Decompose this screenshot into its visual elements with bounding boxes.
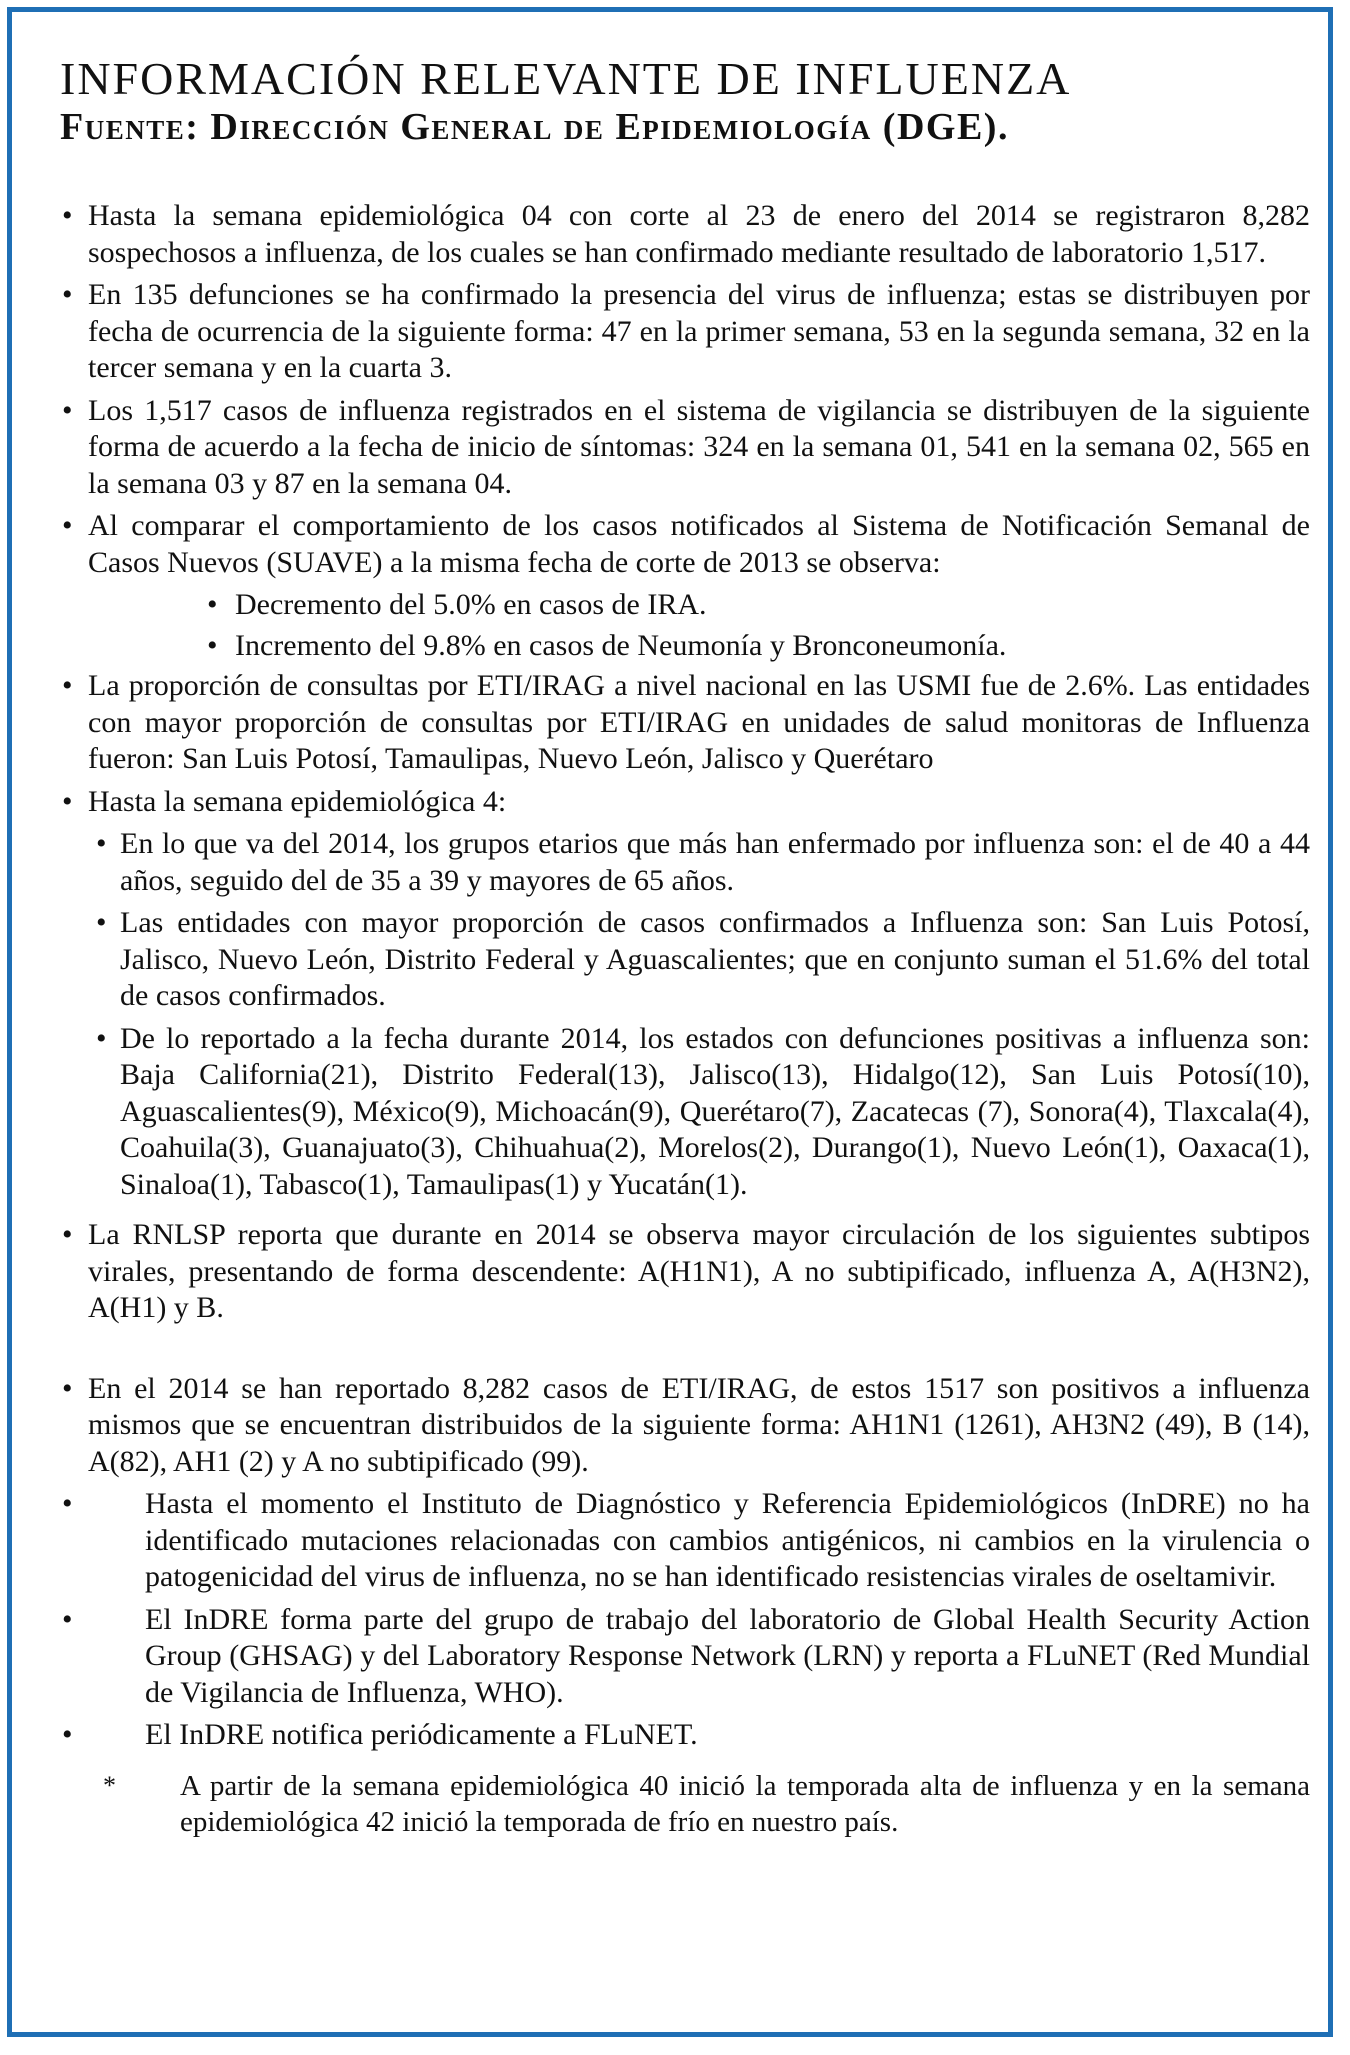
bullet-text: La proporción de consultas por ETI/IRAG a nivel nacional en las USMI fue de 2.6%. Las entidades con mayor proporción de consultas por ETI/IRAG en unidades de salud monitoras de Influenza fueron: San Luis Potosí, Tamaulipas, Nuevo León, Jalisco y Querétaro	[88, 669, 1310, 775]
asterisk-icon: *	[103, 1770, 116, 1800]
bullet-icon: •	[62, 1218, 73, 1251]
bullet-icon: •	[62, 784, 73, 818]
bullet-icon: •	[96, 1021, 107, 1055]
bullet-item	[60, 277, 1310, 387]
bullet-icon: •	[207, 628, 218, 662]
bullet-item	[60, 784, 1310, 821]
bullet-item	[60, 668, 1310, 778]
bullet-item	[60, 1486, 1310, 1596]
bullet-text: El InDRE notifica periódicamente a FLuNET.	[145, 1718, 698, 1751]
bullet-text: El InDRE forma parte del grupo de trabajo del laboratorio de Global Health Security Action Group (GHSAG) y del Laboratory Response Network (LRN) y reporta a FLuNET (Red Mundial de Vigilancia de Influenza, WHO).	[145, 1602, 1310, 1709]
bullet-icon: •	[62, 1602, 73, 1636]
spacer	[60, 1333, 1310, 1371]
bullet-text: Al comparar el comportamiento de los casos notificados al Sistema de Notificación Semanal de Casos Nuevos (SUAVE) a la misma fecha de corte de 2013 se observa:	[88, 509, 1310, 579]
bullet-text: De lo reportado a la fecha durante 2014, los estados con defunciones positivas a influenza son: Baja California(21), Distrito Federal(13), Jalisco(13), Hidalgo(12), San Luis Potosí(10), Aguascalientes(9), México(9), Michoacán(9), Querétaro(7), Zacatecas (7), Sonora(4), Tlaxcala(4), Coahuila(3), Guanajuato(3), Chihuahua(2), Morelos(2), Durango(1), Nuevo León(1), Oaxaca(1), Sinaloa(1), Tabasco(1), Tamaulipas(1) y Yucatán(1).	[120, 1021, 1310, 1201]
page-subtitle: Fuente: Dirección General de Epidemiología (DGE).	[60, 106, 1009, 148]
bullet-icon: •	[62, 1718, 73, 1751]
bullet-item	[60, 1717, 1310, 1754]
bullet-icon: •	[96, 906, 107, 939]
bullet-icon: •	[207, 588, 218, 621]
footnote	[60, 1768, 1310, 1841]
bullet-text: Incremento del 9.8% en casos de Neumonía y Bronconeumonía.	[235, 628, 1007, 662]
bullet-item	[60, 393, 1310, 503]
bullet-icon: •	[96, 827, 107, 860]
bullet-text: En 135 defunciones se ha confirmado la presencia del virus de influenza; estas se distribuyen por fecha de ocurrencia de la siguiente forma: 47 en la primer semana, 53 en la segunda semana, 32 en la tercer semana y en la cuarta 3.	[88, 278, 1310, 384]
bullet-icon: •	[62, 669, 73, 702]
bullet-icon: •	[62, 199, 73, 232]
bullet-icon: •	[62, 278, 73, 311]
bullet-item	[60, 1217, 1310, 1327]
sub-bullet-item	[60, 587, 1310, 624]
bullet-text: La RNLSP reporta que durante en 2014 se observa mayor circulación de los siguientes subtipos virales, presentando de forma descendente: A(H1N1), A no subtipificado, influenza A, A(H3N2), A(H1) y B.	[88, 1218, 1310, 1324]
bullet-text: Hasta el momento el Instituto de Diagnóstico y Referencia Epidemiológicos (InDRE) no ha identificado mutaciones relacionadas con cambios antigénicos, ni cambios en la virulencia o patogenicidad del virus de influenza, no se han identificado resistencias virales de oseltamivir.	[145, 1487, 1310, 1593]
bullet-icon: •	[62, 1371, 73, 1405]
sub-bullet-item	[60, 1021, 1310, 1204]
bullet-text: Hasta la semana epidemiológica 4:	[88, 784, 507, 818]
bullet-text: Los 1,517 casos de influenza registrados en el sistema de vigilancia se distribuyen de la siguiente forma de acuerdo a la fecha de inicio de síntomas: 324 en la semana 01, 541 en la semana 02, 565 en la semana 03 y 87 en la semana 04.	[88, 393, 1310, 500]
bullet-text: Las entidades con mayor proporción de casos confirmados a Influenza son: San Luis Potosí, Jalisco, Nuevo León, Distrito Federal y Aguascalientes; que en conjunto suman el 51.6% del total de casos confirmados.	[120, 906, 1310, 1012]
bullet-icon: •	[62, 393, 73, 427]
bullet-text: En lo que va del 2014, los grupos etarios que más han enfermado por influenza son: el de 40 a 44 años, seguido del de 35 a 39 y mayores de 65 años.	[120, 827, 1310, 897]
bullet-text: Hasta la semana epidemiológica 04 con corte al 23 de enero del 2014 se registraron 8,282 sospechosos a influenza, de los cuales se han confirmado mediante resultado de laboratorio 1,517.	[88, 199, 1310, 269]
sub-bullet-item	[60, 826, 1310, 899]
bullet-item	[60, 1602, 1310, 1712]
bullet-icon: •	[62, 1487, 73, 1520]
sub-bullet-item	[60, 905, 1310, 1015]
bullet-icon: •	[62, 509, 73, 542]
sub-bullet-item	[60, 628, 1310, 665]
bullet-text: En el 2014 se han reportado 8,282 casos de ETI/IRAG, de estos 1517 son positivos a influenza mismos que se encuentran distribuidos de la siguiente forma: AH1N1 (1261), AH3N2 (49), B (14), A(82), AH1 (2) y A no subtipificado (99).	[88, 1371, 1310, 1478]
footnote-text: A partir de la semana epidemiológica 40 inició la temporada alta de influenza y en la semana epidemiológica 42 inició la temporada de frío en nuestro país.	[180, 1769, 1310, 1838]
bullet-item	[60, 1371, 1310, 1481]
document-content	[60, 52, 1310, 1847]
bullet-item	[60, 508, 1310, 581]
bullet-item	[60, 198, 1310, 271]
document-frame	[7, 7, 1333, 2037]
bullet-text: Decremento del 5.0% en casos de IRA.	[235, 588, 707, 621]
page-title: INFORMACIÓN RELEVANTE DE INFLUENZA	[60, 53, 1072, 104]
